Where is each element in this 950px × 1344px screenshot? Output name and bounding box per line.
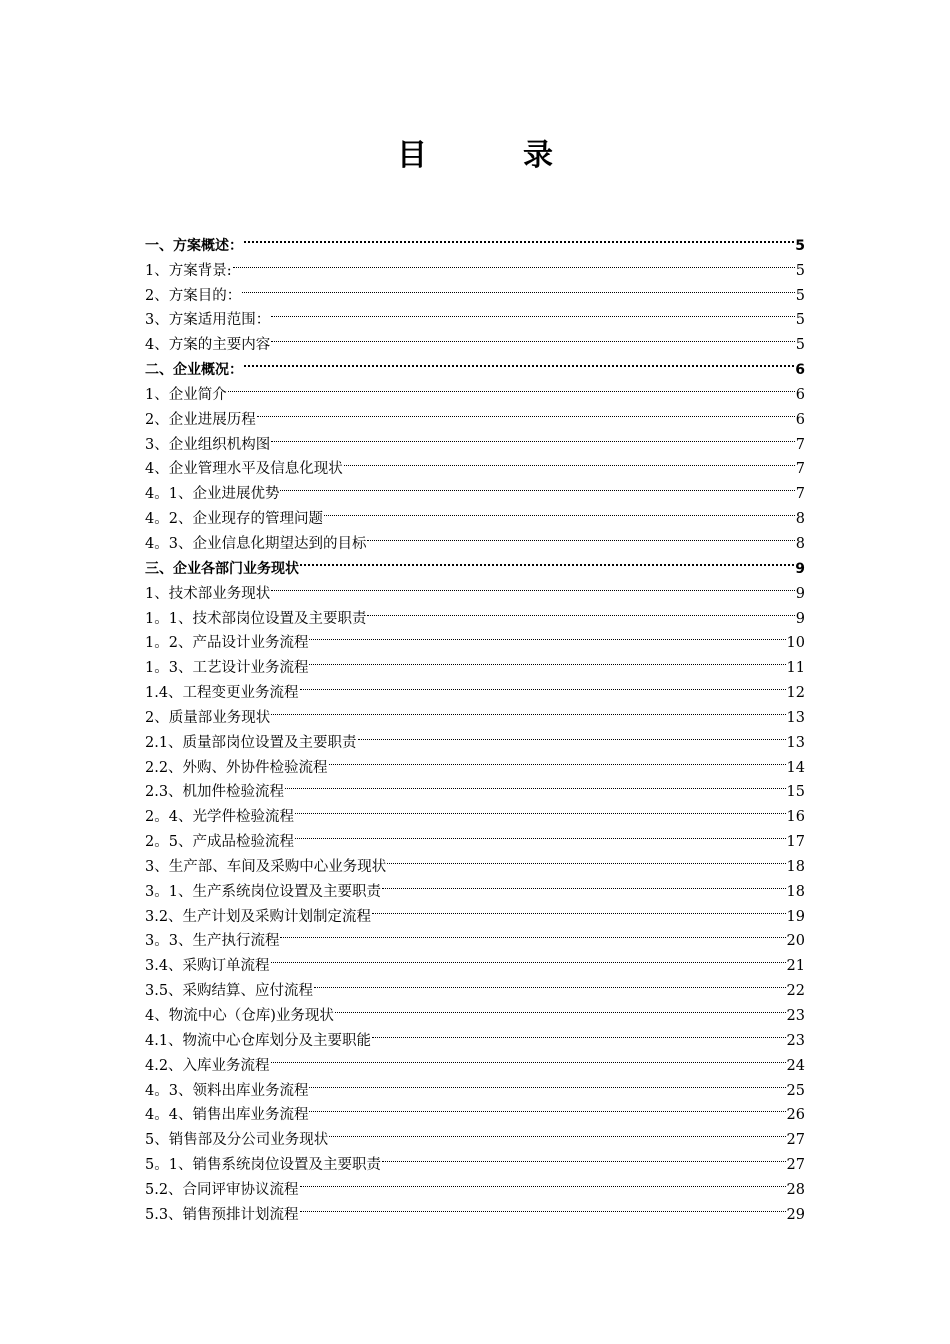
toc-entry-label: 一、方案概述：	[145, 237, 243, 254]
toc-entry-label: 4。3、领料出库业务流程	[145, 1082, 309, 1099]
toc-entry-label: 2.1、质量部岗位设置及主要职责	[145, 734, 357, 751]
toc-entry-page-number: 5	[795, 287, 805, 304]
toc-dot-leader	[285, 772, 785, 797]
toc-dot-leader	[335, 995, 786, 1020]
toc-entry-label: 5.2、合同评审协议流程	[145, 1181, 299, 1198]
toc-entry-page-number: 6	[795, 362, 805, 379]
toc-entry-label: 3.4、采购订单流程	[145, 958, 270, 975]
toc-dot-leader	[271, 1045, 786, 1070]
toc-entry-label: 3.5、采购结算、应付流程	[145, 983, 314, 1000]
toc-dot-leader	[244, 349, 794, 374]
toc-entry-label: 2.2、外购、外协件检验流程	[145, 759, 328, 776]
toc-entry-label: 4、企业管理水平及信息化现状	[145, 461, 343, 478]
toc-entry-label: 3、方案适用范围：	[145, 312, 271, 329]
toc-dot-leader	[309, 1095, 785, 1120]
toc-entry-label: 3。1、生产系统岗位设置及主要职责	[145, 883, 381, 900]
toc-entry-label: 1、技术部业务现状	[145, 585, 271, 602]
toc-entry[interactable]	[145, 275, 805, 304]
toc-entry-label: 1、企业简介	[145, 386, 227, 403]
toc-entry-label: 4。1、企业进展优势	[145, 486, 280, 503]
toc-entry-label: 2、企业进展历程	[145, 411, 256, 428]
toc-entry-label: 1。2、产品设计业务流程	[145, 635, 309, 652]
toc-entry-label: 3。3、生产执行流程	[145, 933, 280, 950]
toc-entry-label: 2、质量部业务现状	[145, 709, 271, 726]
toc-entry-label: 5、销售部及分公司业务现状	[145, 1132, 329, 1149]
toc-entry-label: 4、方案的主要内容	[145, 337, 271, 354]
toc-entry-page-number: 7	[795, 436, 805, 453]
toc-entry-label: 3.2、生产计划及采购计划制定流程	[145, 908, 372, 925]
toc-dot-leader	[309, 647, 785, 672]
toc-dot-leader	[314, 970, 785, 995]
toc-entry-page-number: 15	[786, 784, 805, 801]
table-of-contents	[145, 225, 805, 1223]
toc-entry-page-number: 24	[786, 1057, 805, 1074]
toc-entry-page-number: 18	[786, 858, 805, 875]
toc-dot-leader	[300, 1194, 786, 1219]
toc-entry-page-number: 14	[786, 759, 805, 776]
toc-dot-leader	[295, 821, 786, 846]
toc-entry-page-number: 13	[786, 734, 805, 751]
title-char-left: 目	[397, 138, 427, 173]
toc-entry-page-number: 9	[795, 585, 805, 602]
toc-entry-label: 2、方案目的：	[145, 287, 242, 304]
toc-entry-page-number: 28	[786, 1181, 805, 1198]
toc-dot-leader	[300, 1169, 786, 1194]
toc-dot-leader	[382, 871, 786, 896]
toc-entry-page-number: 29	[786, 1206, 805, 1223]
toc-entry-page-number: 5	[795, 312, 805, 329]
toc-entry-label: 2。5、产成品检验流程	[145, 834, 294, 851]
toc-entry-label: 1。1、技术部岗位设置及主要职责	[145, 610, 367, 627]
toc-dot-leader	[358, 722, 786, 747]
toc-dot-leader	[300, 548, 794, 573]
toc-entry-page-number: 16	[786, 809, 805, 826]
toc-entry-label: 3、企业组织机构图	[145, 436, 271, 453]
toc-entry-page-number: 6	[795, 386, 805, 403]
toc-dot-leader	[372, 1020, 785, 1045]
toc-entry-label: 二、企业概况：	[145, 362, 243, 379]
toc-entry-page-number: 18	[786, 883, 805, 900]
toc-dot-leader	[309, 1070, 785, 1095]
toc-entry-page-number: 11	[786, 660, 805, 677]
toc-entry-page-number: 6	[795, 411, 805, 428]
toc-dot-leader	[324, 498, 795, 523]
toc-entry-page-number: 5	[795, 237, 805, 254]
toc-dot-leader	[295, 796, 786, 821]
toc-entry-page-number: 20	[786, 933, 805, 950]
toc-entry-page-number: 26	[786, 1107, 805, 1124]
toc-entry-label: 5。1、销售系统岗位设置及主要职责	[145, 1157, 381, 1174]
toc-section-entry[interactable]	[145, 225, 805, 254]
toc-dot-leader	[242, 275, 795, 300]
toc-entry-page-number: 7	[795, 486, 805, 503]
toc-entry-label: 三、企业各部门业务现状	[145, 560, 299, 577]
toc-entry-page-number: 25	[786, 1082, 805, 1099]
toc-dot-leader	[257, 399, 795, 424]
toc-entry-page-number: 21	[786, 958, 805, 975]
toc-dot-leader	[271, 424, 795, 449]
toc-entry-page-number: 5	[795, 337, 805, 354]
toc-section-entry[interactable]	[145, 349, 805, 379]
toc-entry-label: 4.2、入库业务流程	[145, 1057, 270, 1074]
page-title	[0, 130, 950, 174]
toc-entry-label: 5.3、销售预排计划流程	[145, 1206, 299, 1223]
toc-dot-leader	[382, 1144, 786, 1169]
toc-dot-leader	[309, 623, 785, 648]
toc-entry-page-number: 27	[786, 1132, 805, 1149]
toc-dot-leader	[372, 896, 785, 921]
toc-dot-leader	[280, 921, 785, 946]
title-char-right: 录	[523, 138, 553, 173]
toc-dot-leader	[367, 523, 794, 548]
toc-entry-page-number: 17	[786, 834, 805, 851]
toc-entry-page-number: 19	[786, 908, 805, 925]
toc-entry-page-number: 8	[795, 511, 805, 528]
toc-dot-leader	[271, 573, 795, 598]
toc-entry-page-number: 23	[786, 1008, 805, 1024]
toc-entry-page-number: 7	[795, 461, 805, 478]
toc-entry-page-number: 22	[786, 983, 805, 1000]
toc-dot-leader	[280, 473, 794, 498]
toc-entry-page-number: 8	[795, 535, 805, 552]
toc-dot-leader	[367, 598, 794, 623]
toc-entry[interactable]	[145, 250, 805, 279]
toc-dot-leader	[329, 1119, 785, 1144]
toc-entry-label: 4。2、企业现存的管理问题	[145, 511, 323, 528]
toc-entry-label: 1.4、工程变更业务流程	[145, 685, 299, 702]
toc-dot-leader	[344, 449, 795, 474]
toc-entry-page-number: 5	[795, 262, 805, 279]
toc-entry-page-number: 27	[786, 1157, 805, 1174]
toc-entry-label: 4。4、销售出库业务流程	[145, 1107, 309, 1124]
toc-entry[interactable]	[145, 300, 805, 329]
toc-entry-label: 2.3、机加件检验流程	[145, 784, 285, 801]
toc-dot-leader	[244, 225, 794, 250]
toc-entry-label: 1、方案背景:	[145, 262, 232, 279]
toc-entry-page-number: 10	[786, 635, 805, 652]
toc-entry[interactable]	[145, 399, 805, 428]
toc-entry-label: 4.1、物流中心仓库划分及主要职能	[145, 1032, 372, 1049]
toc-dot-leader	[228, 374, 795, 399]
toc-dot-leader	[387, 846, 785, 871]
toc-entry-label: 4。3、企业信息化期望达到的目标	[145, 535, 367, 552]
toc-entry-page-number: 23	[786, 1032, 805, 1049]
toc-dot-leader	[233, 250, 795, 275]
toc-dot-leader	[300, 672, 786, 697]
toc-dot-leader	[329, 747, 786, 772]
toc-entry-page-number: 13	[786, 709, 805, 726]
toc-entry-page-number: 9	[795, 560, 805, 577]
toc-entry-page-number: 12	[786, 685, 805, 702]
toc-entry[interactable]	[145, 374, 805, 403]
toc-dot-leader	[271, 945, 786, 970]
toc-entry-page-number: 9	[795, 610, 805, 627]
toc-entry-label: 2。4、光学件检验流程	[145, 809, 294, 826]
toc-dot-leader	[271, 300, 795, 325]
toc-entry-label: 1。3、工艺设计业务流程	[145, 660, 309, 677]
toc-entry-label: 3、生产部、车间及采购中心业务现状	[145, 858, 387, 875]
toc-dot-leader	[271, 324, 795, 349]
toc-entry-label: 4、物流中心（仓库)业务现状	[145, 1008, 334, 1024]
toc-dot-leader	[271, 697, 785, 722]
